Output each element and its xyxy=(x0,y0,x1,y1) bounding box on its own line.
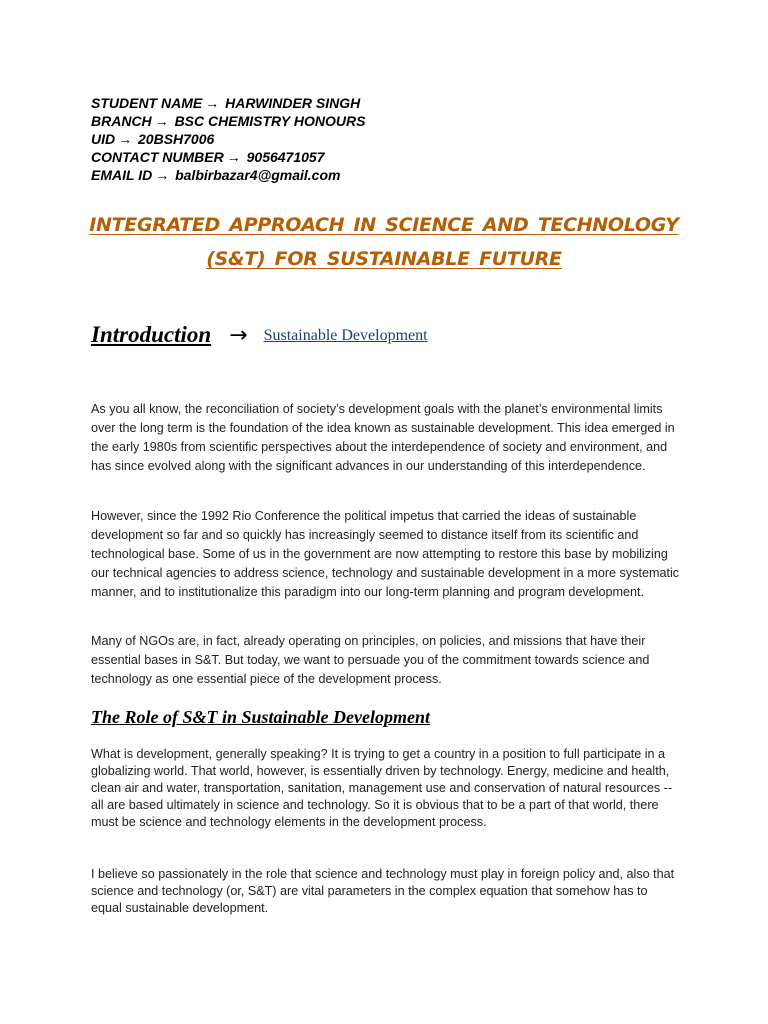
introduction-heading-row xyxy=(91,322,428,348)
right-arrow-icon: → xyxy=(154,113,169,129)
document-title-line-1: INTEGRATED APPROACH IN SCIENCE AND TECHNOLOGY xyxy=(89,214,679,236)
sustainable-development-link[interactable]: Sustainable Development xyxy=(263,327,428,344)
student-name-line xyxy=(91,94,365,112)
right-arrow-icon: → xyxy=(229,323,248,348)
contact-number-value: 9056471057 xyxy=(246,149,325,165)
right-arrow-icon: → xyxy=(205,95,220,111)
student-name-value: HARWINDER SINGH xyxy=(225,95,361,111)
contact-number-label: CONTACT NUMBER xyxy=(91,149,224,165)
intro-paragraph-1: As you all know, the reconciliation of society’s development goals with the planet’s environmental limits over the long term is the foundation of the idea known as sustainable development. This idea emerged in the early 1980s from scientific perspectives about the interdependence of society and environment, and has since evolved along with the significant advances in our understanding of this interdependence. xyxy=(91,402,675,473)
document-title-line-2: (S&T) FOR SUSTAINABLE FUTURE xyxy=(206,248,562,270)
intro-paragraph-2: However, since the 1992 Rio Conference the political impetus that carried the ideas of sustainable development so far and so quickly has increasingly seemed to distance itself from its scientific and technological base. Some of us in the government are now attempting to restore this base by mobilizing our technical agencies to address science, technology and sustainable development in a more systematic manner, and to institutionalize this paradigm into our long-term planning and program development. xyxy=(91,509,680,599)
uid-value: 20BSH7006 xyxy=(138,131,215,147)
section-paragraph-2: I believe so passionately in the role that science and technology must play in foreign policy and, also that science and technology (or, S&T) are vital parameters in the complex equation that somehow has to equal sustainable development. xyxy=(91,867,675,915)
introduction-heading: Introduction xyxy=(91,322,212,347)
intro-paragraph-3: Many of NGOs are, in fact, already operating on principles, on policies, and missions that have their essential bases in S&T. But today, we want to persuade you of the commitment towards science and technology as one essential piece of the development process. xyxy=(91,634,650,686)
branch-value: BSC CHEMISTRY HONOURS xyxy=(174,113,366,129)
contact-number-line xyxy=(91,148,365,166)
right-arrow-icon: → xyxy=(118,131,133,147)
student-name-label: STUDENT NAME xyxy=(91,95,203,111)
uid-line xyxy=(91,130,365,148)
uid-label: UID xyxy=(91,131,116,147)
student-info-block xyxy=(91,94,365,184)
branch-label: BRANCH xyxy=(91,113,152,129)
section-paragraph-1: What is development, generally speaking? It is trying to get a country in a position to full participate in a globalizing world. That world, however, is essentially driven by technology. Energy, medicine and health, clean air and water, transportation, sanitation, management use and conservation of natural resources -- all are based ultimately in science and technology. So it is obvious that to be a part of that world, there must be science and technology elements in the development process. xyxy=(91,747,673,829)
right-arrow-icon: → xyxy=(155,167,170,183)
email-value: balbirbazar4@gmail.com xyxy=(175,167,341,183)
email-label: EMAIL ID xyxy=(91,167,153,183)
email-line xyxy=(91,166,365,184)
branch-line xyxy=(91,112,365,130)
section-heading: The Role of S&T in Sustainable Development xyxy=(91,707,431,727)
right-arrow-icon: → xyxy=(226,149,241,165)
